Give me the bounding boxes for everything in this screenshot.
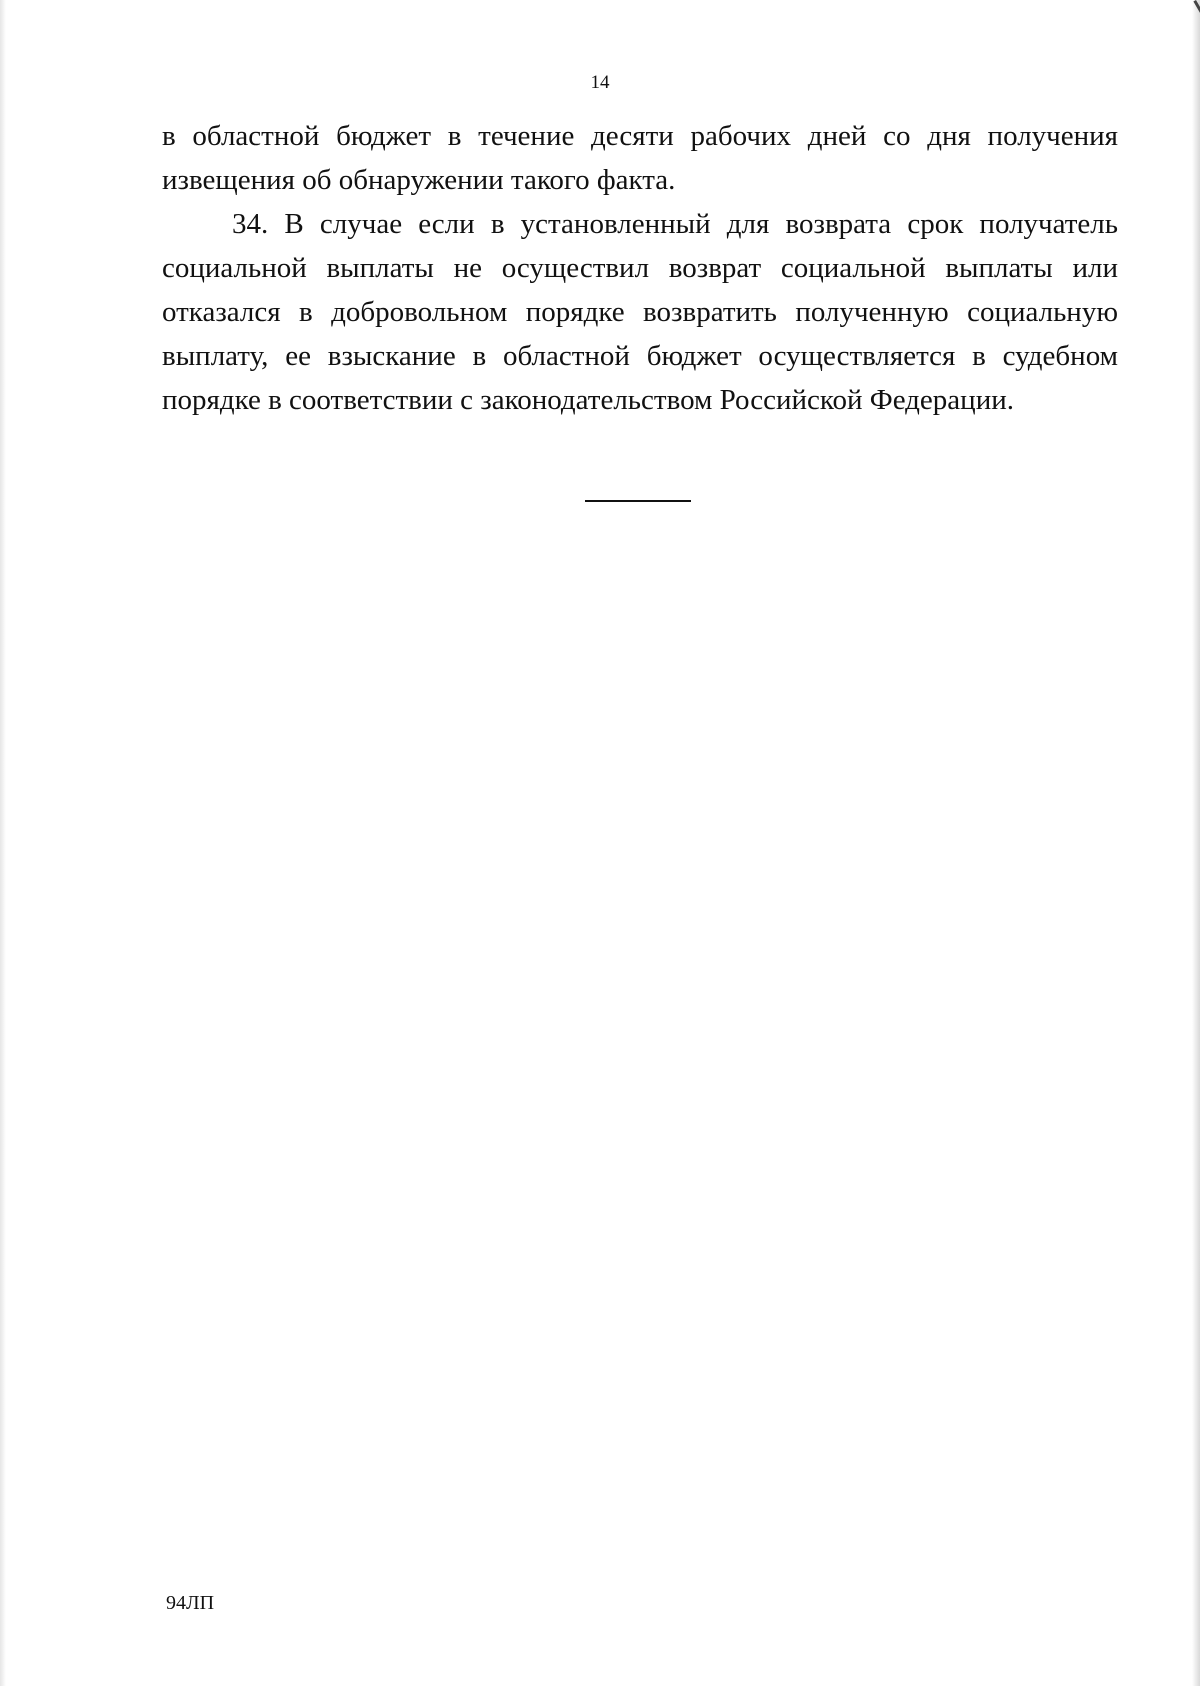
paragraph-continuation: в областной бюджет в течение десяти рабочих дней со дня получения извещения об обнаружении такого факта.	[162, 120, 1118, 196]
paragraph-item-34: 34. В случае если в установленный для возврата срок получатель социальной выплаты не осуществил возврат социальной выплаты или отказался в добровольном порядке возвратить полученную социальную выплату, ее взыскание в областной бюджет осуществляется в судебном порядке в соответствии с законодательством Российской Федерации.	[162, 208, 1118, 416]
end-of-document-rule	[585, 500, 691, 502]
footer-document-code: 94ЛП	[166, 1592, 215, 1614]
document-body	[162, 114, 1118, 422]
page-number: 14	[590, 72, 610, 93]
scan-edge-left	[0, 0, 6, 1686]
scan-edge-right	[1192, 0, 1200, 1686]
